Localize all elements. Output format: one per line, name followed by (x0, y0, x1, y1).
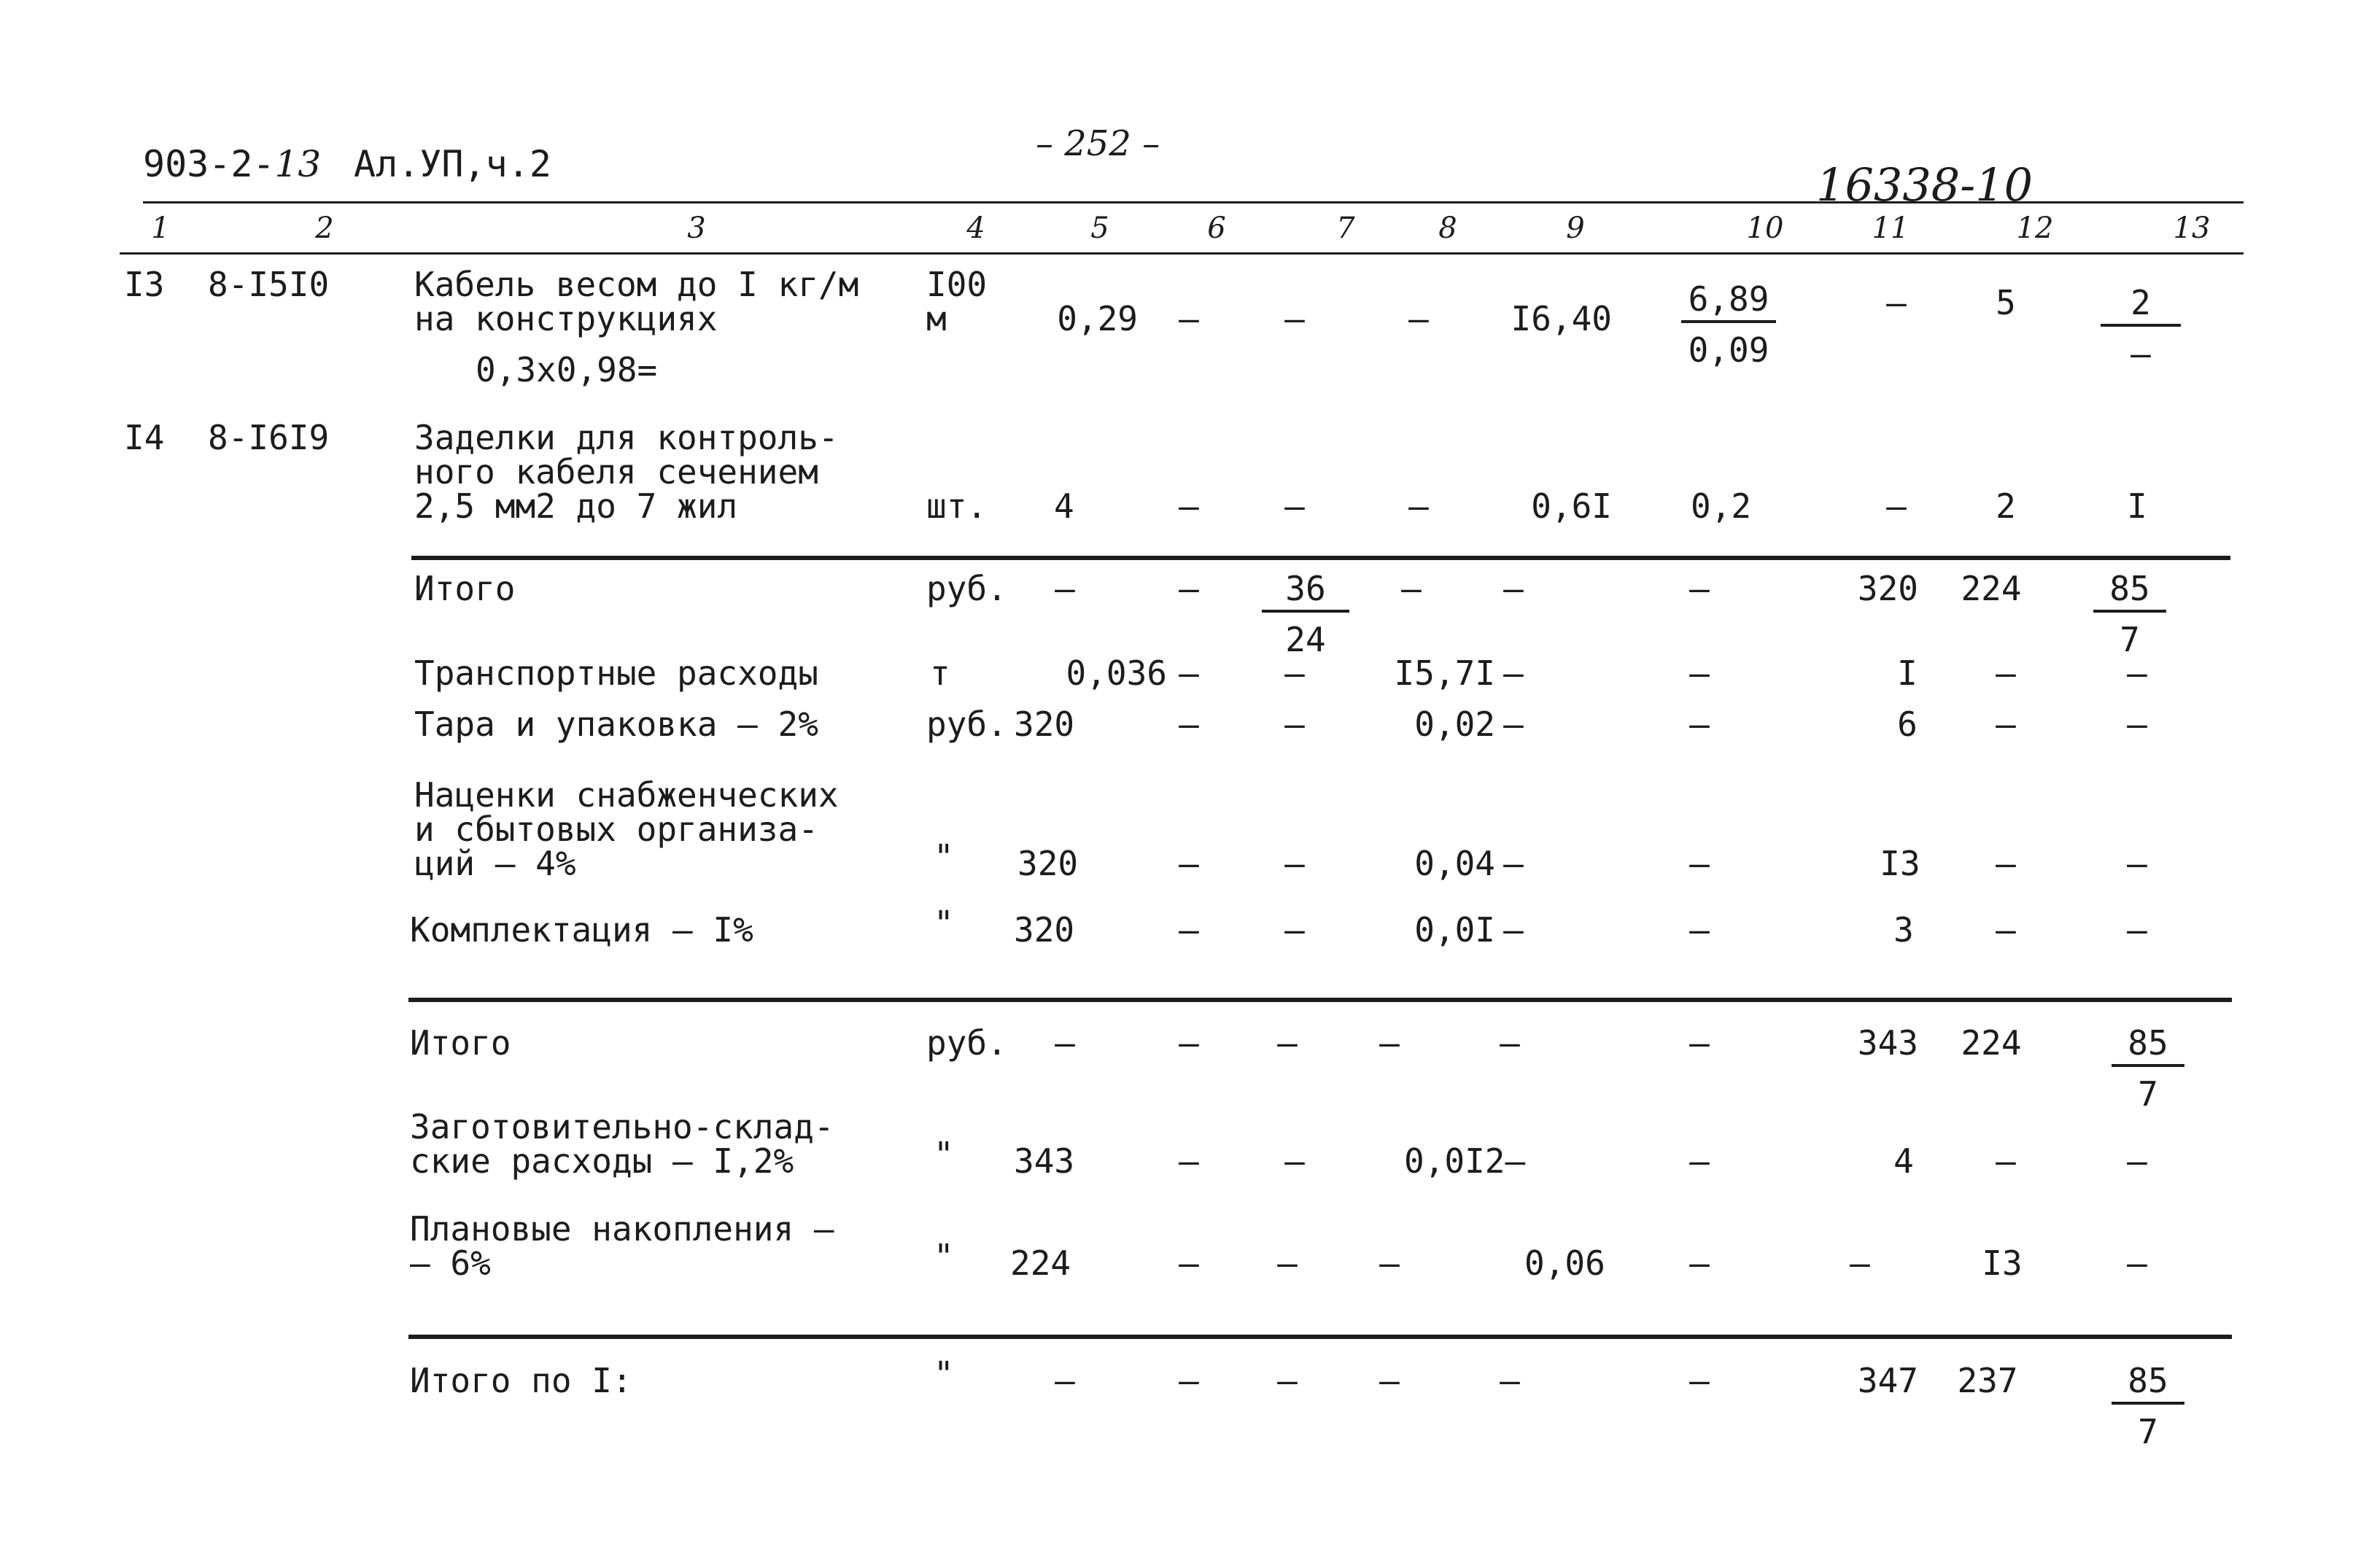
cell-value: – (2127, 1243, 2147, 1283)
cell-value: – (1179, 653, 1199, 693)
summary-label: – 6% (410, 1243, 491, 1283)
fraction-numerator: 6,89 (1681, 281, 1776, 323)
cell-value: 6 (1897, 705, 1918, 744)
rate-code: 8-I6I9 (208, 418, 330, 457)
cell-value: 0,2 (1691, 486, 1752, 526)
column-number: 10 (1746, 211, 1784, 245)
column-number: 5 (1090, 211, 1109, 245)
cell-fraction (2101, 284, 2181, 372)
cell-fraction (1262, 570, 1349, 658)
cell-value: – (1689, 653, 1710, 693)
section-rule (408, 998, 2232, 1002)
summary-label: ций – 4% (414, 844, 576, 883)
document-code-handwritten: 13 (274, 143, 322, 185)
ditto-mark: " (934, 1237, 954, 1276)
cell-value: – (1179, 1361, 1199, 1400)
column-number: 3 (687, 211, 706, 245)
cell-value: – (1996, 653, 2016, 693)
summary-label: Итого (414, 569, 516, 608)
cell-value: 5 (1996, 283, 2016, 322)
cell-value: – (1500, 1361, 1520, 1400)
cell-value: – (2127, 1141, 2147, 1181)
cell-value: – (1503, 705, 1524, 744)
summary-label: Итого по I: (410, 1361, 632, 1400)
cell-value: – (2127, 705, 2147, 744)
row-number: I4 (124, 418, 165, 457)
cell-value: 0,6I (1531, 486, 1612, 526)
cell-value: – (1689, 1243, 1710, 1283)
cell-value: – (1284, 910, 1305, 950)
column-number: 2 (315, 211, 334, 245)
cell-value: – (1277, 1023, 1298, 1063)
cell-value: – (1284, 705, 1305, 744)
row-number: I3 (124, 265, 165, 304)
summary-label: Плановые накопления – (410, 1209, 834, 1249)
column-number: 6 (1207, 211, 1226, 245)
cell-value: – (1689, 1141, 1710, 1181)
cell-value: – (1179, 910, 1199, 950)
cell-fraction (2112, 1362, 2184, 1450)
cell-value: 347 (1857, 1361, 1918, 1400)
unit: руб. (926, 705, 1007, 744)
cell-value: 4 (1054, 486, 1074, 526)
cell-value: – (1850, 1243, 1870, 1283)
cell-value: – (1179, 705, 1199, 744)
cell-value: – (1179, 844, 1199, 883)
ditto-mark: " (934, 1354, 954, 1394)
item-description: Заделки для контроль- (414, 418, 839, 457)
cell-value: – (2127, 653, 2147, 693)
cell-value: – (1277, 1243, 1298, 1283)
summary-label: Итого (410, 1023, 511, 1063)
fraction-denominator: 7 (2120, 620, 2140, 659)
fraction-denominator: 0,09 (1688, 330, 1769, 370)
cell-value: – (1179, 1141, 1199, 1181)
cell-value: – (1503, 844, 1524, 883)
cell-value: – (1689, 705, 1710, 744)
fraction-numerator: 85 (2093, 570, 2166, 613)
cell-value: – (1500, 1023, 1520, 1063)
summary-label: и сбытовых организа- (414, 810, 818, 849)
ditto-mark: " (934, 1135, 954, 1174)
cell-value: – (1277, 1361, 1298, 1400)
item-description: на конструкциях (414, 299, 718, 338)
summary-label: Тара и упаковка – 2% (414, 705, 818, 744)
summary-label: Транспортные расходы (414, 653, 818, 693)
cell-value: 343 (1014, 1141, 1075, 1181)
cell-value: – (1689, 910, 1710, 950)
cell-value: – (1886, 283, 1907, 322)
header-rule (143, 201, 2244, 203)
album-reference: Ал.УП,ч.2 (354, 143, 551, 185)
column-number: 13 (2173, 211, 2211, 245)
cell-value: – (1408, 486, 1429, 526)
rate-code: 8-I5I0 (208, 265, 330, 304)
column-header-rule (120, 252, 2244, 255)
cell-value: I5,7I (1394, 653, 1495, 693)
cell-value: – (1379, 1243, 1400, 1283)
cell-value: 2 (1996, 486, 2016, 526)
cell-value: – (1689, 1361, 1710, 1400)
cell-value: 224 (1010, 1243, 1071, 1283)
cell-value: – (1055, 1023, 1075, 1063)
cell-value: 0,0I (1414, 910, 1495, 950)
unit: I00 (926, 265, 988, 304)
cell-value: – (1886, 486, 1907, 526)
summary-label: Комплектация – I% (410, 910, 753, 950)
cell-fraction (1681, 281, 1776, 368)
page-number: – 252 – (1036, 123, 1160, 164)
cell-value: – (1179, 1243, 1199, 1283)
cell-value: – (2127, 844, 2147, 883)
cell-value: I3 (1982, 1243, 2023, 1283)
cell-value: – (1689, 569, 1710, 608)
document-code: 903-2-13 (143, 143, 322, 185)
cell-value: – (1379, 1023, 1400, 1063)
column-number: 12 (2016, 211, 2054, 245)
cell-value: – (1179, 569, 1199, 608)
column-number: 11 (1872, 211, 1909, 245)
cell-value: 0,036 (1066, 653, 1167, 693)
unit: т (930, 653, 950, 693)
unit: шт. (926, 486, 988, 526)
cell-value: I (2127, 486, 2147, 526)
cell-value: – (1996, 844, 2016, 883)
cell-value: – (1284, 486, 1305, 526)
cell-value: 0,04 (1414, 844, 1495, 883)
cell-value: – (1179, 486, 1199, 526)
item-description: 0,3х0,98= (476, 350, 658, 389)
unit: руб. (926, 1023, 1007, 1063)
item-description: 2,5 мм2 до 7 жил (414, 486, 738, 526)
fraction-denominator: – (2130, 334, 2151, 373)
cell-value: – (2127, 910, 2147, 950)
cell-value: – (1401, 569, 1422, 608)
cell-value: 320 (1017, 844, 1079, 883)
cell-value: – (1996, 1141, 2016, 1181)
cell-value: – (1284, 844, 1305, 883)
cell-value: – (1379, 1361, 1400, 1400)
cell-value: 0,06 (1524, 1243, 1605, 1283)
column-number: 1 (151, 211, 170, 245)
cell-value: – (1284, 653, 1305, 693)
cell-value: – (1689, 844, 1710, 883)
ditto-mark: " (934, 837, 954, 877)
cell-value: 343 (1857, 1023, 1918, 1063)
cell-value: 320 (1014, 705, 1075, 744)
column-number: 7 (1336, 211, 1355, 245)
fraction-denominator: 7 (2138, 1412, 2158, 1451)
summary-label: ские расходы – I,2% (410, 1141, 794, 1181)
column-number: 8 (1438, 211, 1457, 245)
fraction-numerator: 2 (2101, 284, 2181, 327)
cell-value: – (1179, 1023, 1199, 1063)
fraction-denominator: 7 (2138, 1074, 2158, 1114)
section-rule (408, 1335, 2232, 1339)
fraction-denominator: 24 (1285, 620, 1326, 659)
cell-value: 224 (1961, 1023, 2022, 1063)
cell-value: 0,29 (1057, 299, 1138, 338)
cell-value: 3 (1893, 910, 1914, 950)
unit: м (926, 299, 947, 338)
cell-value: – (1284, 1141, 1305, 1181)
cell-value: – (1055, 569, 1075, 608)
fraction-numerator: 85 (2112, 1025, 2184, 1067)
cell-value: I6,40 (1511, 299, 1612, 338)
cell-value: – (1284, 299, 1305, 338)
cell-value: 237 (1957, 1361, 2018, 1400)
cell-value: 224 (1961, 569, 2022, 608)
cell-value: 0,02 (1414, 705, 1495, 744)
cell-fraction (2093, 570, 2166, 658)
cell-value: – (1503, 653, 1524, 693)
cell-value: 320 (1857, 569, 1918, 608)
fraction-numerator: 36 (1262, 570, 1349, 613)
cell-value: – (1996, 705, 2016, 744)
unit: руб. (926, 569, 1007, 608)
cell-value: 320 (1014, 910, 1075, 950)
cell-value: – (1055, 1361, 1075, 1400)
summary-label: Наценки снабженческих (414, 775, 839, 815)
cell-fraction (2112, 1025, 2184, 1112)
cell-value: 4 (1893, 1141, 1914, 1181)
ditto-mark: " (934, 904, 954, 943)
inventory-number: 16338-10 (1816, 158, 2033, 211)
cell-value: – (1408, 299, 1429, 338)
column-number: 9 (1566, 211, 1585, 245)
cell-value: 0,0I2– (1404, 1141, 1526, 1181)
fraction-numerator: 85 (2112, 1362, 2184, 1405)
item-description: ного кабеля сечением (414, 452, 818, 492)
cell-value: – (1689, 1023, 1710, 1063)
item-description: Кабель весом до I кг/м (414, 265, 859, 304)
cell-value: – (1996, 910, 2016, 950)
section-rule (411, 556, 2230, 560)
column-number: 4 (966, 211, 985, 245)
cell-value: – (1503, 569, 1524, 608)
summary-label: Заготовительно-склад- (410, 1107, 834, 1146)
cell-value: – (1179, 299, 1199, 338)
cell-value: I (1897, 653, 1918, 693)
cell-value: I3 (1880, 844, 1920, 883)
cell-value: – (1503, 910, 1524, 950)
